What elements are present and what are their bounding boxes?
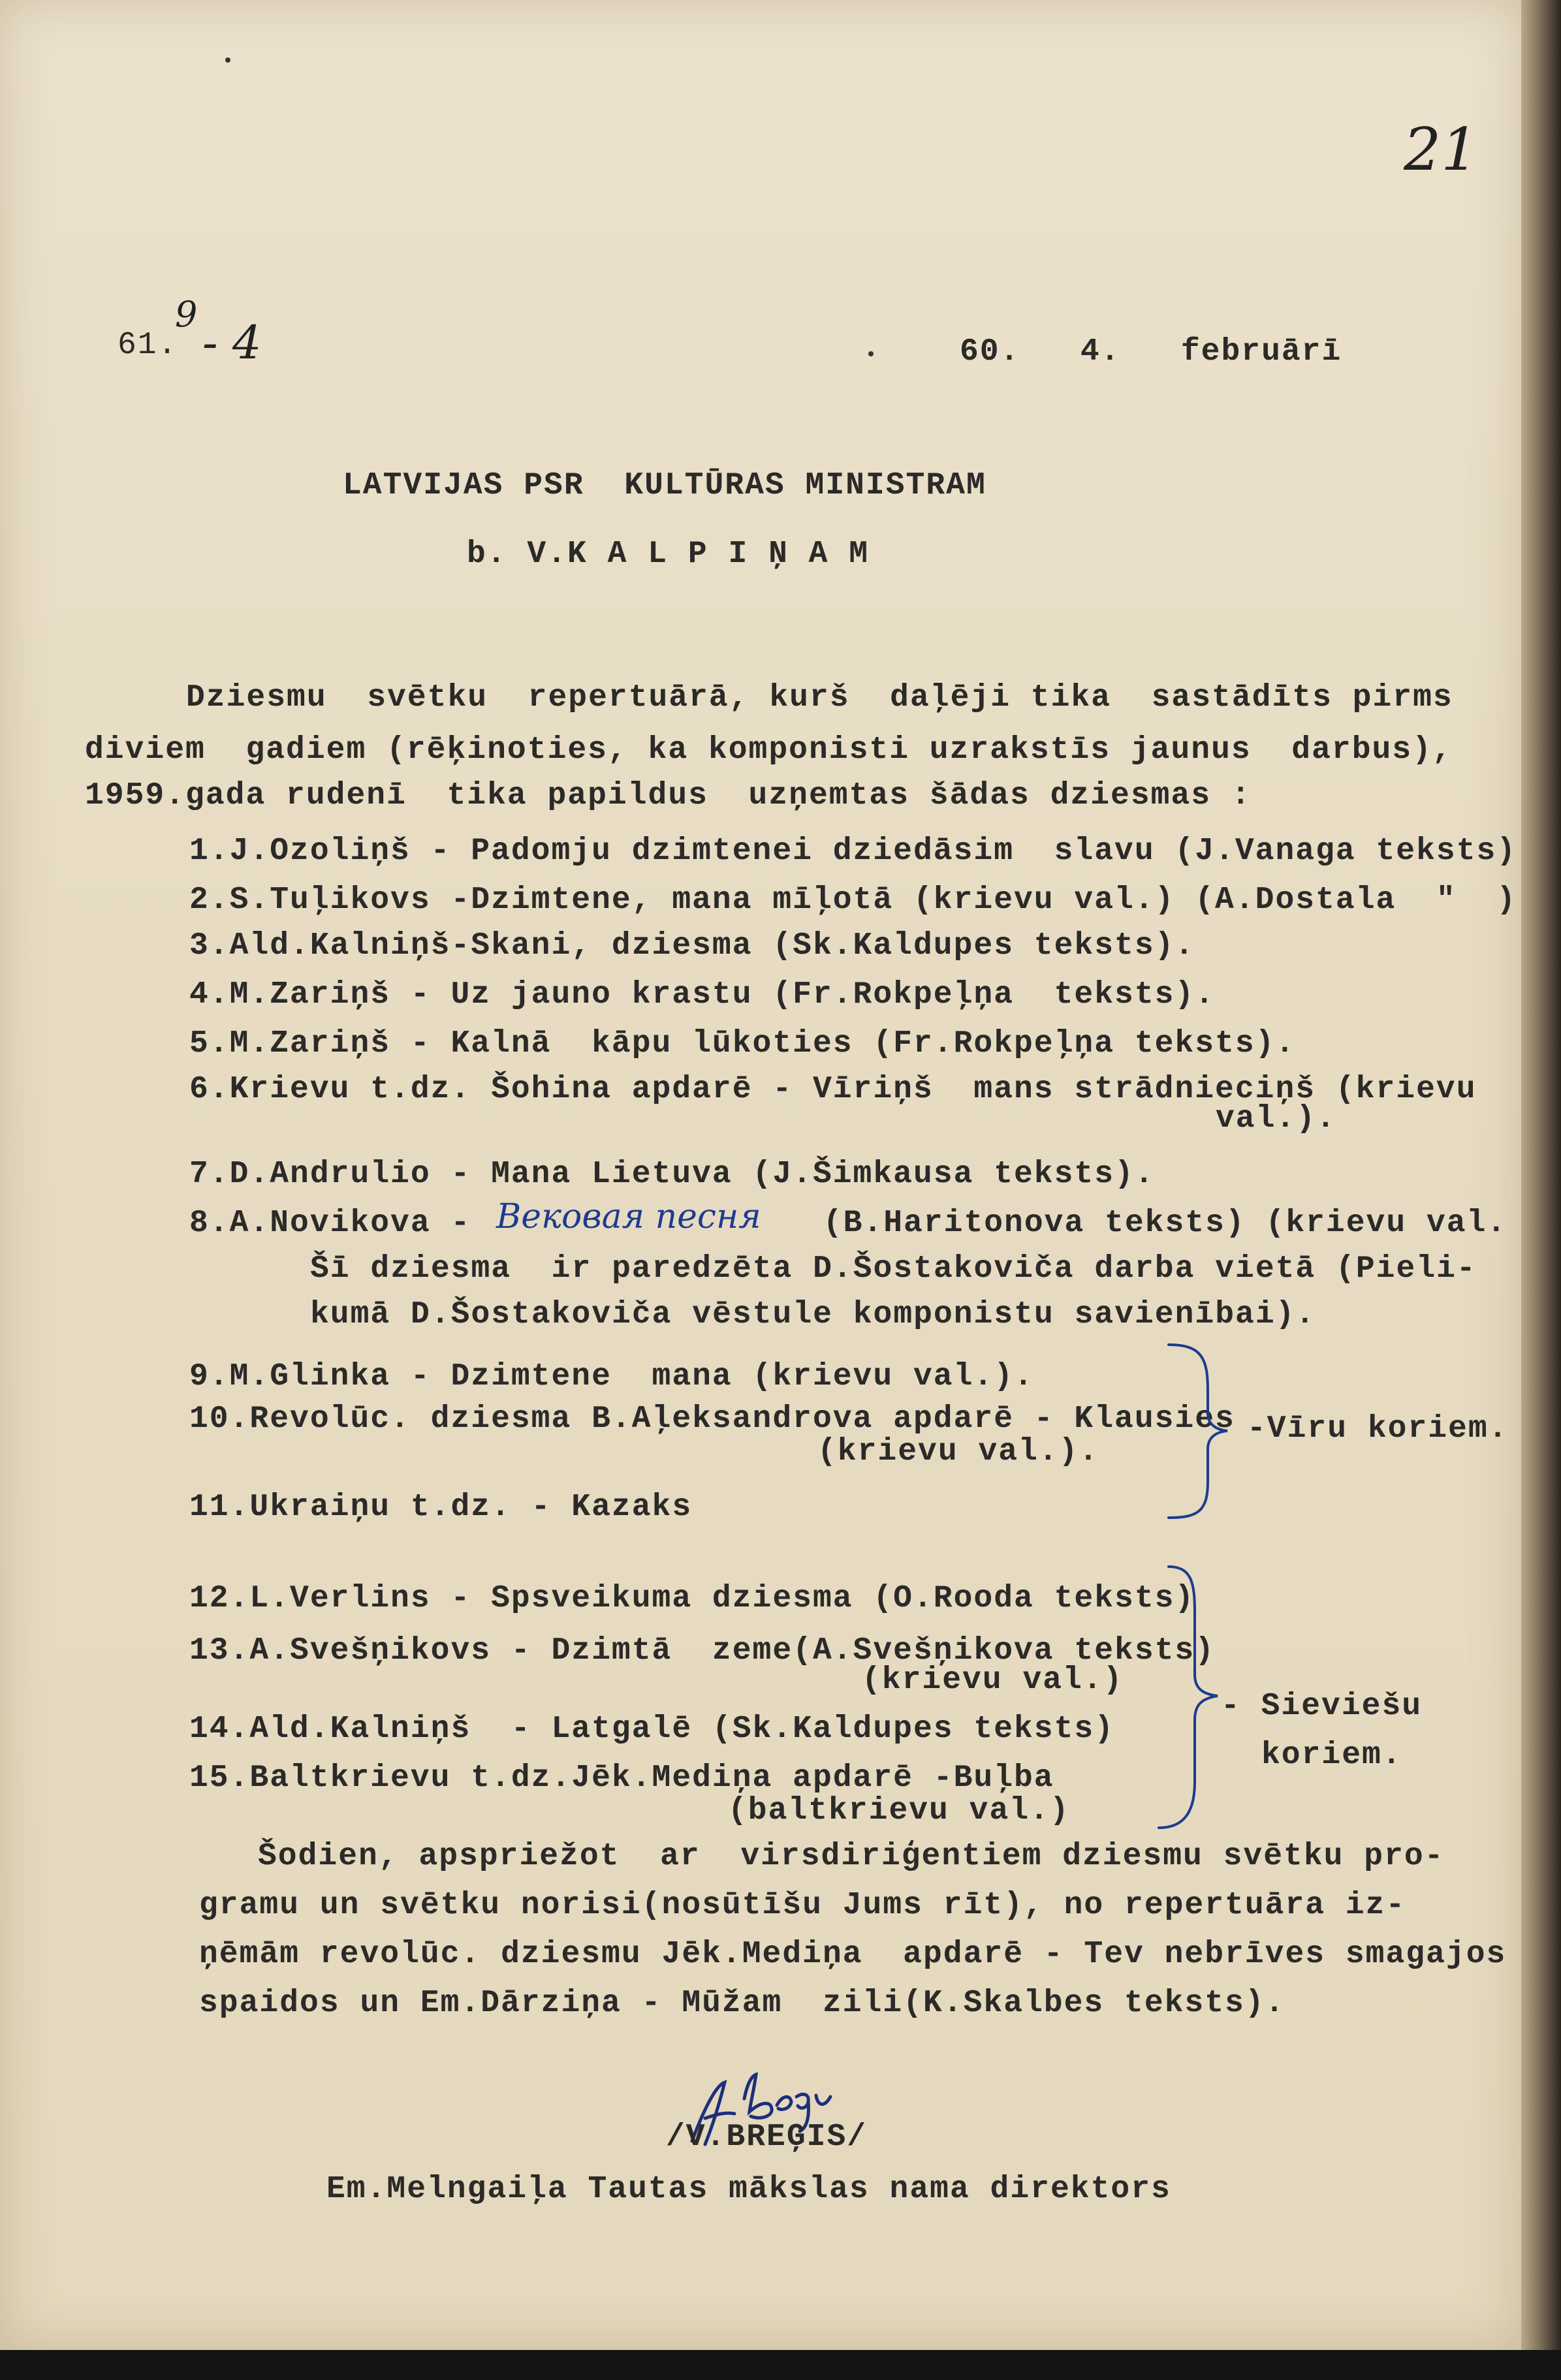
- letter-date: 60. 4. februārī: [960, 334, 1342, 369]
- addressee-line-1: LATVIJAS PSR KULTŪRAS MINISTRAM: [343, 468, 986, 503]
- file-ref-fraction: 9: [175, 294, 198, 335]
- song-item-continuation: (krievu val.): [862, 1663, 1124, 1698]
- women-choir-label: - Sieviešu: [1221, 1689, 1423, 1724]
- ink-dot: [225, 57, 230, 63]
- song-item: 11.Ukraiņu t.dz. - Kazaks: [189, 1490, 693, 1525]
- signatory-title: Em.Melngaiļa Tautas mākslas nama direktors: [326, 2172, 1171, 2207]
- closing-line: gramu un svētku norisi(nosūtīšu Jums rīt), no repertuāra iz-: [199, 1888, 1406, 1923]
- file-ref-suffix: - 4: [202, 316, 262, 369]
- song-item: 2.S.Tuļikovs -Dzimtene, mana mīļotā (krievu val.) (A.Dostala " ): [189, 883, 1517, 918]
- song-item: 12.L.Verlins - Spsveikuma dziesma (O.Rooda teksts): [189, 1581, 1195, 1616]
- women-choir-label: koriem.: [1261, 1738, 1402, 1773]
- song-item-text: 8.A.Novikova -: [189, 1206, 471, 1241]
- song-item-continuation: (baltkrievu val.): [728, 1793, 1070, 1828]
- intro-line: 1959.gada rudenī tika papildus uzņemtas šādas dziesmas :: [85, 778, 1252, 813]
- closing-line: Šodien, apspriežot ar virsdiriģentiem dziesmu svētku pro-: [258, 1839, 1445, 1874]
- men-choir-label: -Vīru koriem.: [1247, 1411, 1509, 1447]
- page-number: 21: [1404, 116, 1479, 184]
- intro-line: diviem gadiem (rēķinoties, ka komponisti uzrakstīs jaunus darbus),: [85, 732, 1453, 768]
- song-item: 14.Ald.Kalniņš - Latgalē (Sk.Kaldupes teksts): [189, 1712, 1115, 1747]
- song-item: 5.M.Zariņš - Kalnā kāpu lūkoties (Fr.Rokpeļņa teksts).: [189, 1026, 1296, 1061]
- men-choir-bracket: [1162, 1332, 1240, 1527]
- song-item: 1.J.Ozoliņš - Padomju dzimtenei dziedāsim slavu (J.Vanaga teksts): [189, 834, 1517, 869]
- signatory-name: /V.BREĢIS/: [666, 2120, 868, 2155]
- intro-line: Dziesmu svētku repertuārā, kurš daļēji tika sastādīts pirms: [186, 680, 1453, 715]
- song-item-continuation: kumā D.Šostakoviča vēstule komponistu savienībai).: [310, 1297, 1316, 1332]
- scan-border: [0, 2350, 1561, 2380]
- handwritten-song-title: Вековая песня: [496, 1197, 761, 1236]
- closing-line: spaidos un Em.Dārziņa - Mūžam zili(K.Skalbes teksts).: [199, 1986, 1285, 2021]
- closing-line: ņēmām revolūc. dziesmu Jēk.Mediņa apdarē - Tev nebrīves smagajos: [199, 1937, 1507, 1972]
- song-item: 10.Revolūc. dziesma B.Aļeksandrova apdarē - Klausies: [189, 1401, 1235, 1437]
- ink-dot: [868, 351, 874, 356]
- song-item-continuation: Šī dziesma ir paredzēta D.Šostakoviča darba vietā (Pieli-: [310, 1251, 1477, 1287]
- song-item: 15.Baltkrievu t.dz.Jēk.Mediņa apdarē -Buļba: [189, 1761, 1054, 1796]
- file-ref-prefix: 61.: [118, 328, 178, 363]
- song-item: 6.Krievu t.dz. Šohina apdarē - Vīriņš mans strādnieciņš (krievu: [189, 1072, 1477, 1107]
- song-item: 7.D.Andrulio - Mana Lietuva (J.Šimkausa teksts).: [189, 1157, 1155, 1192]
- song-item: 4.M.Zariņš - Uz jauno krastu (Fr.Rokpeļņa teksts).: [189, 977, 1216, 1012]
- song-item-text: (B.Haritonova teksts) (krievu val.: [803, 1206, 1507, 1241]
- song-item: 3.Ald.Kalniņš-Skani, dziesma (Sk.Kaldupes teksts).: [189, 928, 1195, 963]
- song-item-continuation: (krievu val.).: [817, 1434, 1099, 1469]
- binding-edge: [1521, 0, 1561, 2380]
- song-item-continuation: val.).: [1216, 1101, 1336, 1136]
- song-item: 13.A.Svešņikovs - Dzimtā zeme(A.Svešņikova teksts): [189, 1633, 1216, 1668]
- addressee-line-2: b. V.K A L P I Ņ A M: [467, 537, 870, 572]
- song-item: 9.M.Glinka - Dzimtene mana (krievu val.).: [189, 1359, 1034, 1394]
